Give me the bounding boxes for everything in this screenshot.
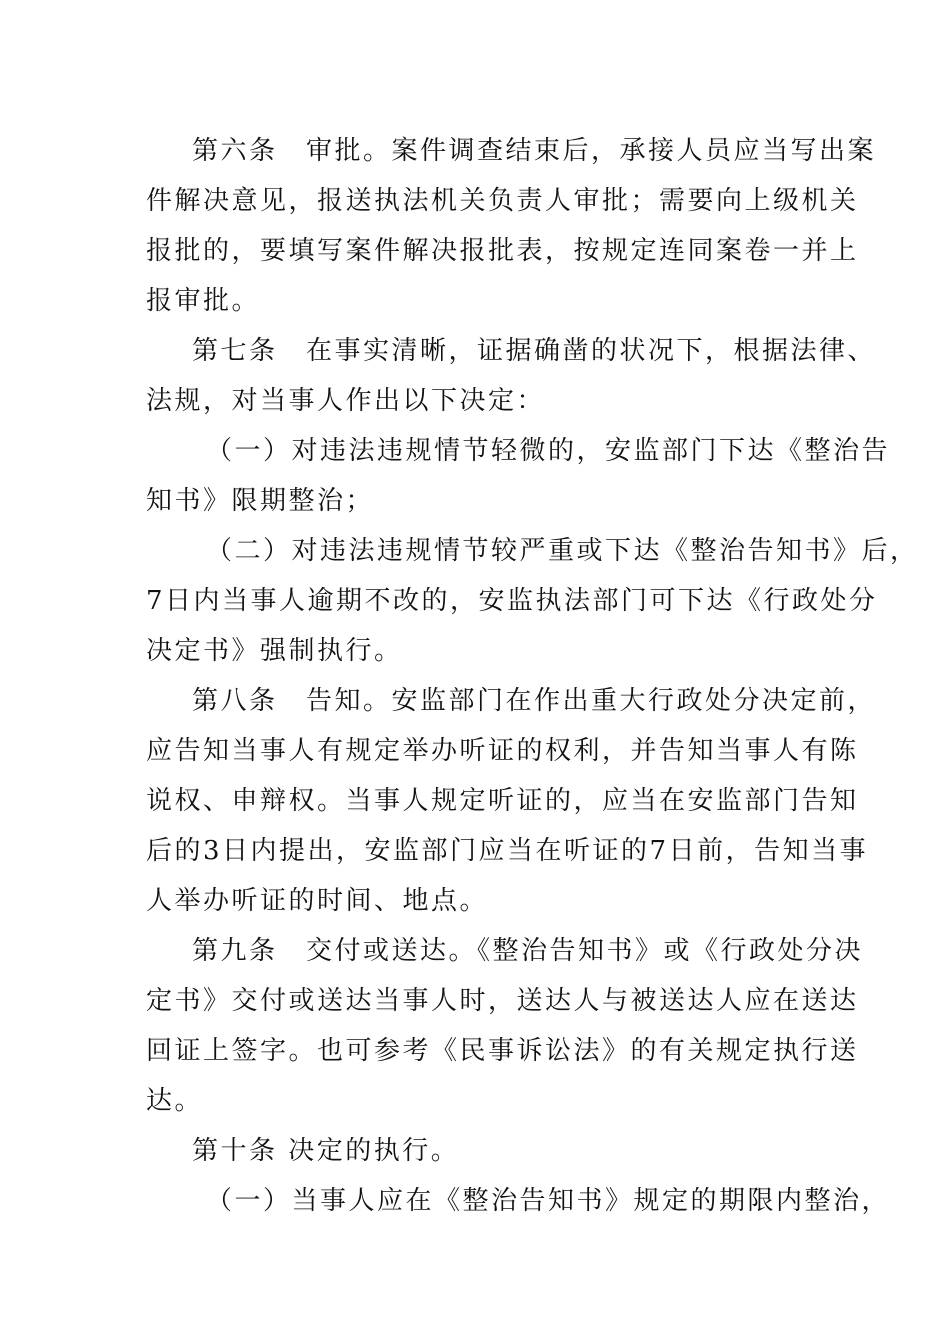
- text-line: 报批的，要填写案件解决报批表，按规定连同案卷一并上: [146, 236, 859, 266]
- text-line: 后的3日内提出，安监部门应当在听证的7日前，告知当事: [146, 836, 869, 866]
- article-9-line-2: [146, 976, 859, 1026]
- article-6-line-1: [146, 126, 877, 176]
- article-9-line-1: [146, 926, 864, 976]
- text-line: 报审批。: [146, 286, 261, 316]
- article-6-line-2: [146, 176, 859, 226]
- article-7-item-2-line-3: [146, 626, 816, 676]
- article-6-line-4: [146, 276, 816, 326]
- text-line: 达。: [146, 1086, 204, 1116]
- text-line: 7日内当事人逾期不改的，安监执法部门可下达《行政处分: [146, 586, 878, 616]
- text-line: 定书》交付或送达当事人时，送达人与被送达人应在送达: [146, 986, 859, 1016]
- article-8-line-4: [146, 826, 869, 876]
- article-8-line-5: [146, 876, 816, 926]
- text-line: 应告知当事人有规定举办听证的权利，并告知当事人有陈: [146, 736, 859, 766]
- article-9-line-3: [146, 1026, 859, 1076]
- article-8-line-3: [146, 776, 859, 826]
- text-line: 第九条 交付或送达。《整治告知书》或《行政处分决: [192, 936, 864, 966]
- text-line: 法规，对当事人作出以下决定：: [146, 386, 546, 416]
- article-7-item-2-line-2: [146, 576, 878, 626]
- text-line: 说权、申辩权。当事人规定听证的，应当在安监部门告知: [146, 786, 859, 816]
- document-body: [146, 126, 919, 1226]
- article-10-line-1: [146, 1126, 816, 1176]
- text-line: 第七条 在事实清晰，证据确凿的状况下，根据法律、: [192, 336, 877, 366]
- article-7-line-1: [146, 326, 877, 376]
- article-9-line-4: [146, 1076, 816, 1126]
- text-line: 回证上签字。也可参考《民事诉讼法》的有关规定执行送: [146, 1036, 859, 1066]
- text-line: 知书》限期整治；: [146, 486, 375, 516]
- text-line: （二）对违法违规情节较严重或下达《整治告知书》后，: [206, 536, 919, 566]
- text-line: （一）对违法违规情节轻微的，安监部门下达《整治告: [206, 436, 891, 466]
- text-line: 人举办听证的时间、地点。: [146, 886, 489, 916]
- article-8-line-2: [146, 726, 859, 776]
- article-7-item-1-line-1: [146, 426, 891, 476]
- article-7-item-1-line-2: [146, 476, 816, 526]
- text-line: 第八条 告知。安监部门在作出重大行政处分决定前，: [192, 686, 877, 716]
- text-line: 件解决意见，报送执法机关负责人审批；需要向上级机关: [146, 186, 859, 216]
- article-7-line-2: [146, 376, 816, 426]
- text-line: 第六条 审批。案件调查结束后，承接人员应当写出案: [192, 136, 877, 166]
- article-8-line-1: [146, 676, 877, 726]
- article-10-item-1-line-1: [146, 1176, 891, 1226]
- text-line: 第十条 决定的执行。: [192, 1136, 460, 1166]
- text-line: （一）当事人应在《整治告知书》规定的期限内整治，: [206, 1186, 891, 1216]
- text-line: 决定书》强制执行。: [146, 636, 403, 666]
- article-6-line-3: [146, 226, 859, 276]
- article-7-item-2-line-1: [146, 526, 919, 576]
